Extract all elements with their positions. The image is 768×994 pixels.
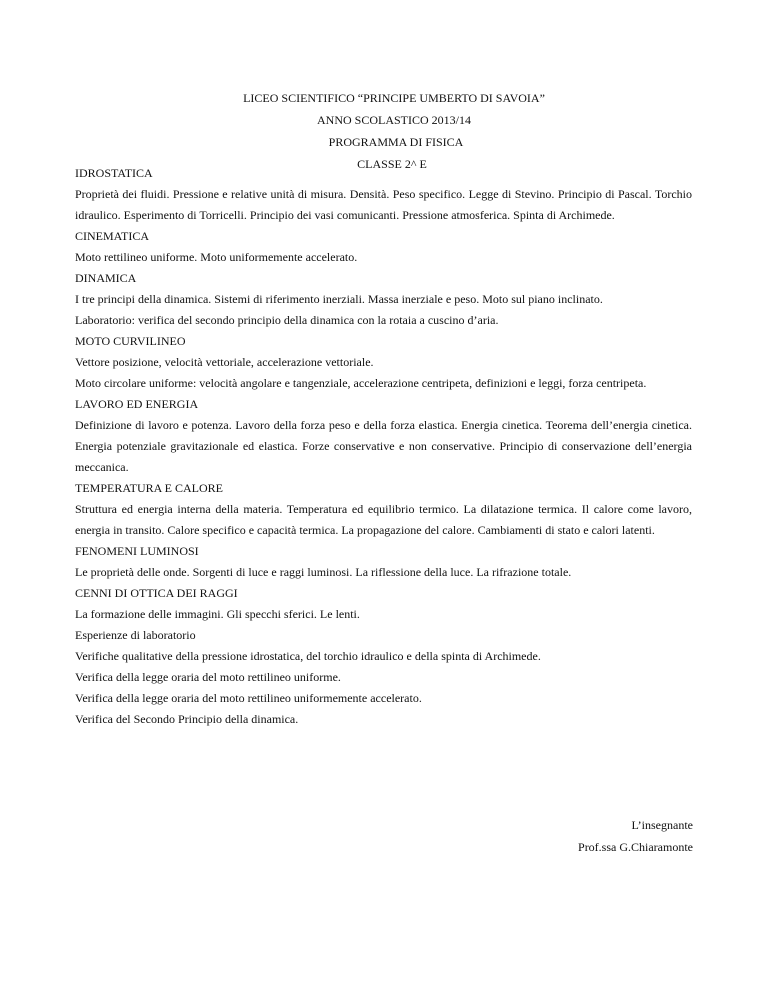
section-title-idrostatica: IDROSTATICA <box>75 166 153 180</box>
school-year: ANNO SCOLASTICO 2013/14 <box>316 113 471 127</box>
section-text-cinematica: Moto rettilineo uniforme. Moto uniformemente accelerato. <box>75 250 358 264</box>
section-title-moto-curvilineo: MOTO CURVILINEO <box>75 334 186 348</box>
section-text-temperatura-calore: Struttura ed energia interna della materia. Temperatura ed equilibrio termico. La dilatazione termica. Il calore come lavoro, energia in transito. Calore specifico e capacità termica. La propagazione del calore. Cambiamenti di stato e calori latenti. <box>75 502 692 537</box>
section-text-lavoro-energia: Definizione di lavoro e potenza. Lavoro della forza peso e della forza elastica. Energia cinetica. Teorema dell’energia cinetica. Energia potenziale gravitazionale ed elastica. Forze conservative e non conservative. Principio di conservazione dell’energia meccanica. <box>75 418 692 474</box>
section-text-idrostatica: Proprietà dei fluidi. Pressione e relative unità di misura. Densità. Peso specifico. Legge di Stevino. Principio di Pascal. Torchio idraulico. Esperimento di Torricelli. Principio dei vasi comunicanti. Pressione atmosferica. Spinta di Archimede. <box>75 187 692 222</box>
signature-name: Prof.ssa G.Chiaramonte <box>578 840 693 854</box>
section-text-dinamica: I tre principi della dinamica. Sistemi di riferimento inerziali. Massa inerziale e peso. Moto sul piano inclinato. <box>75 292 603 306</box>
section-title-fenomeni-luminosi: FENOMENI LUMINOSI <box>75 544 199 558</box>
section-title-lavoro-energia: LAVORO ED ENERGIA <box>75 397 199 411</box>
section-title-dinamica: DINAMICA <box>75 271 137 285</box>
section-text-dinamica-lab: Laboratorio: verifica del secondo principio della dinamica con la rotaia a cuscino d’aria. <box>75 313 499 327</box>
program-title: PROGRAMMA DI FISICA <box>328 135 464 149</box>
lab-item: Verifica della legge oraria del moto rettilineo uniformemente accelerato. <box>75 691 422 705</box>
program-content <box>75 163 692 730</box>
class-label: CLASSE 2^ E <box>357 157 427 171</box>
document-header <box>0 87 768 175</box>
section-text-fenomeni-luminosi: Le proprietà delle onde. Sorgenti di luce e raggi luminosi. La riflessione della luce. La rifrazione totale. <box>75 565 572 579</box>
section-text-moto-circolare: Moto circolare uniforme: velocità angolare e tangenziale, accelerazione centripeta, definizioni e leggi, forza centripeta. <box>75 376 647 390</box>
section-text-moto-curvilineo: Vettore posizione, velocità vettoriale, accelerazione vettoriale. <box>75 355 374 369</box>
signature-role: L’insegnante <box>631 818 693 832</box>
section-title-laboratorio: Esperienze di laboratorio <box>75 628 196 642</box>
section-title-ottica: CENNI DI OTTICA DEI RAGGI <box>75 586 238 600</box>
lab-item: Verifica del Secondo Principio della dinamica. <box>75 712 299 726</box>
section-title-cinematica: CINEMATICA <box>75 229 149 243</box>
section-text-ottica: La formazione delle immagini. Gli specchi sferici. Le lenti. <box>75 607 360 621</box>
school-name: LICEO SCIENTIFICO “PRINCIPE UMBERTO DI SAVOIA” <box>243 91 545 105</box>
lab-item: Verifiche qualitative della pressione idrostatica, del torchio idraulico e della spinta di Archimede. <box>75 649 541 663</box>
signature-block <box>578 814 693 858</box>
section-title-temperatura-calore: TEMPERATURA E CALORE <box>75 481 224 495</box>
lab-item: Verifica della legge oraria del moto rettilineo uniforme. <box>75 670 341 684</box>
